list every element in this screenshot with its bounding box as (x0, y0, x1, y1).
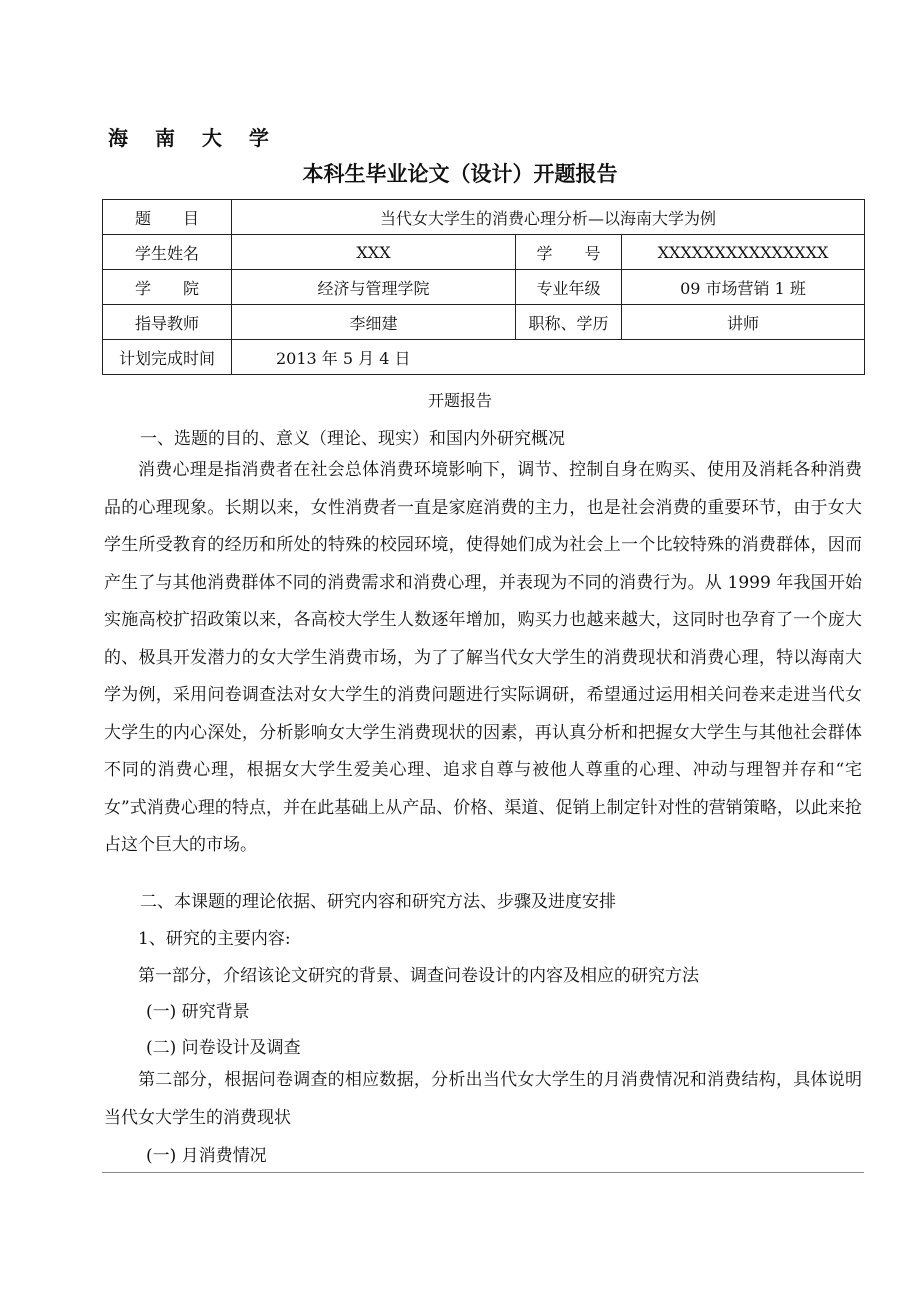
table-row (103, 235, 865, 270)
report-heading: 开题报告 (427, 391, 492, 410)
name-value: XXX (232, 235, 516, 270)
table-row (103, 270, 865, 305)
part2-body (104, 1062, 862, 1137)
university-name: 海 南 大 学 (108, 126, 279, 150)
part2-text: 第二部分，根据问卷调查的相应数据，分析出当代女大学生的月消费情况和消费结构，具体说明当代女大学生的消费现状 (104, 1070, 862, 1128)
section2-heading: 二、本课题的理论依据、研究内容和研究方法、步骤及进度安排 (140, 892, 616, 912)
table-row (103, 200, 865, 235)
part2-sub1: (一) 月消费情况 (146, 1146, 267, 1166)
section1-body (104, 452, 862, 865)
document-title: 本科生毕业论文（设计）开题报告 (302, 162, 618, 186)
id-value: XXXXXXXXXXXXXXX (622, 235, 865, 270)
name-label: 学生姓名 (103, 235, 232, 270)
college-label: 学 院 (103, 270, 232, 305)
page-divider (102, 1172, 864, 1173)
info-table (102, 199, 865, 375)
id-label: 学 号 (516, 235, 622, 270)
section1-heading: 一、选题的目的、意义（理论、现实）和国内外研究概况 (140, 429, 565, 449)
topic-value: 当代女大学生的消费心理分析—以海南大学为例 (232, 200, 865, 235)
table-row (103, 305, 865, 340)
advisor-value: 李细建 (232, 305, 516, 340)
title-label: 职称、学历 (516, 305, 622, 340)
major-label: 专业年级 (516, 270, 622, 305)
part1-sub2: (二) 问卷设计及调查 (146, 1038, 301, 1058)
part1-sub1: (一) 研究背景 (146, 1002, 250, 1022)
item1-heading: 1、研究的主要内容: (138, 929, 291, 949)
section1-paragraph: 消费心理是指消费者在社会总体消费环境影响下，调节、控制自身在购买、使用及消耗各种消费品的心理现象。长期以来，女性消费者一直是家庭消费的主力，也是社会消费的重要环节，由于女大学生所受教育的经历和所处的特殊的校园环境，使得她们成为社会上一个比较特殊的消费群体，因而产生了与其他消费群体不同的消费需求和消费心理，并表现为不同的消费行为。从 1999 年我国开始实施高校扩招政策以来，各高校大学生人数逐年增加，购买力也越来越大，这同时也孕育了一个庞大的、极具开发潜力的女大学生消费市场，为了了解当代女大学生的消费现状和消费心理，特以海南大学为例，采用问卷调查法对女大学生的消费问题进行实际调研，希望通过运用相关问卷来走进当代女大学生的内心深处，分析影响女大学生消费现状的因素，再认真分析和把握女大学生与其他社会群体不同的消费心理，根据女大学生爱美心理、追求自尊与被他人尊重的心理、冲动与理智并存和“宅女”式消费心理的特点，并在此基础上从产品、价格、渠道、促销上制定针对性的营销策略，以此来抢占这个巨大的市场。 (104, 460, 862, 855)
table-row (103, 340, 865, 375)
deadline-value: 2013 年 5 月 4 日 (232, 340, 865, 375)
advisor-label: 指导教师 (103, 305, 232, 340)
title-value: 讲师 (622, 305, 865, 340)
college-value: 经济与管理学院 (232, 270, 516, 305)
deadline-label: 计划完成时间 (103, 340, 232, 375)
part1-text: 第一部分，介绍该论文研究的背景、调查问卷设计的内容及相应的研究方法 (138, 966, 699, 986)
major-value: 09 市场营销 1 班 (622, 270, 865, 305)
topic-label: 题 目 (103, 200, 232, 235)
